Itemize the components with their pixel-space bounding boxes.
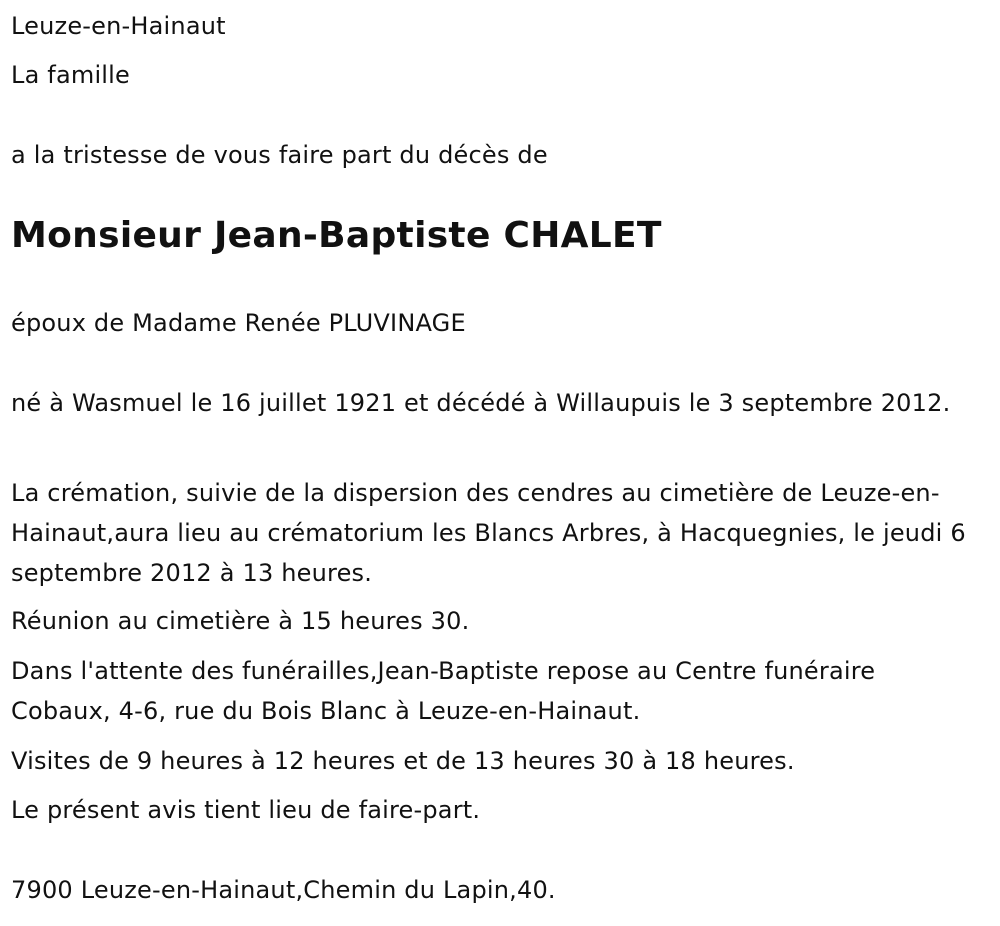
city-line: Leuze-en-Hainaut [11, 12, 226, 40]
cremation-paragraph: La crémation, suivie de la dispersion des cendres au cimetière de Leuze-en-Hainaut,aura lieu au crématorium les Blancs Arbres, à Hacquegnies, le jeudi 6 septembre 2012 à 13 heures. [11, 479, 966, 587]
birth-death-paragraph: né à Wasmuel le 16 juillet 1921 et décédé à Willaupuis le 3 septembre 2012. [11, 389, 951, 417]
spouse-line: époux de Madame Renée PLUVINAGE [11, 309, 466, 337]
rest-place-paragraph: Dans l'attente des funérailles,Jean-Baptiste repose au Centre funéraire Cobaux, 4-6, rue du Bois Blanc à Leuze-en-Hainaut. [11, 657, 876, 725]
visits-paragraph: Visites de 9 heures à 12 heures et de 13 heures 30 à 18 heures. [11, 747, 795, 775]
deceased-name: Monsieur Jean-Baptiste CHALET [11, 215, 662, 256]
intro-line: a la tristesse de vous faire part du décès de [11, 141, 548, 169]
meeting-paragraph: Réunion au cimetière à 15 heures 30. [11, 607, 470, 635]
family-line: La famille [11, 61, 131, 89]
notice-statement: Le présent avis tient lieu de faire-part. [11, 796, 481, 824]
address-line: 7900 Leuze-en-Hainaut,Chemin du Lapin,40. [11, 876, 556, 904]
